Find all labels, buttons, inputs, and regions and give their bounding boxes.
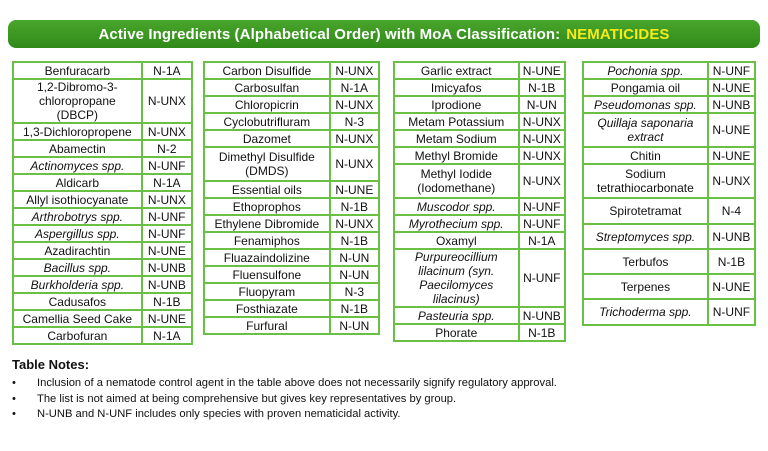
table-row [583, 224, 755, 249]
ingredient-cell: Ethylene Dibromide [204, 215, 330, 232]
ingredient-cell: Abamectin [13, 140, 142, 157]
table-row [394, 130, 565, 147]
moa-cell: N-UNB [708, 224, 755, 249]
table-row [394, 79, 565, 96]
moa-cell: N-UNF [519, 198, 565, 215]
moa-cell: N-UNE [519, 62, 565, 79]
moa-cell: N-UNF [142, 208, 192, 225]
ingredient-cell: Carbofuran [13, 327, 142, 344]
ingredient-cell: Pochonia spp. [583, 62, 708, 79]
ingredient-cell: Terpenes [583, 274, 708, 299]
bullet: • [12, 392, 16, 405]
ingredient-cell: Garlic extract [394, 62, 519, 79]
ingredients-table-3 [393, 61, 566, 342]
ingredient-cell: Essential oils [204, 181, 330, 198]
bullet: • [12, 408, 16, 420]
table-row [13, 123, 192, 140]
table-row [583, 62, 755, 79]
ingredient-cell: Carbon Disulfide [204, 62, 330, 79]
table-row [204, 249, 379, 266]
table-row [13, 242, 192, 259]
ingredients-table-4 [582, 61, 756, 326]
ingredient-cell: Benfuracarb [13, 62, 142, 79]
ingredient-cell: Allyl isothiocyanate [13, 191, 142, 208]
table-row [204, 215, 379, 232]
moa-cell: N-UNB [142, 259, 192, 276]
moa-cell: N-1B [330, 232, 379, 249]
table-row [583, 274, 755, 299]
moa-cell: N-UN [330, 249, 379, 266]
ingredient-cell: Azadirachtin [13, 242, 142, 259]
moa-cell: N-UNX [142, 191, 192, 208]
ingredient-cell: 1,3-Dichloropropene [13, 123, 142, 140]
moa-cell: N-UNX [142, 123, 192, 140]
table-row [204, 266, 379, 283]
moa-cell: N-UNB [142, 276, 192, 293]
table-row [394, 215, 565, 232]
ingredient-cell: Cyclobutrifluram [204, 113, 330, 130]
ingredient-cell: Ethoprophos [204, 198, 330, 215]
moa-cell: N-UNX [708, 164, 755, 198]
moa-cell: N-UNX [330, 215, 379, 232]
ingredient-cell: Arthrobotrys spp. [13, 208, 142, 225]
note-item [12, 407, 557, 423]
ingredient-cell: Aspergillus spp. [13, 225, 142, 242]
table-row [204, 96, 379, 113]
moa-cell: N-2 [142, 140, 192, 157]
table-row [583, 198, 755, 224]
table-row [13, 140, 192, 157]
moa-cell: N-1B [708, 249, 755, 274]
title-banner [8, 20, 760, 48]
table-row [583, 249, 755, 274]
table-row [583, 147, 755, 164]
moa-cell: N-UNE [142, 242, 192, 259]
table-row [394, 62, 565, 79]
moa-cell: N-1A [519, 232, 565, 249]
ingredient-cell: Phorate [394, 324, 519, 341]
moa-cell: N-UNX [519, 113, 565, 130]
table-row [583, 96, 755, 113]
table-row [204, 232, 379, 249]
table-row [13, 79, 192, 123]
table-row [583, 299, 755, 325]
ingredient-cell: Metam Potassium [394, 113, 519, 130]
table-row [204, 198, 379, 215]
moa-cell: N-UNF [708, 62, 755, 79]
ingredient-cell: Cadusafos [13, 293, 142, 310]
ingredient-cell: Pasteuria spp. [394, 307, 519, 324]
moa-cell: N-UNX [330, 147, 379, 181]
ingredient-cell: Quillaja saponaria extract [583, 113, 708, 147]
table-row [394, 198, 565, 215]
table-row [13, 276, 192, 293]
moa-cell: N-UNX [519, 164, 565, 198]
note-text: N-UNB and N-UNF includes only species with proven nematicidal activity. [37, 408, 401, 420]
moa-cell: N-UNF [519, 215, 565, 232]
ingredient-cell: Methyl Iodide (Iodomethane) [394, 164, 519, 198]
note-text: The list is not aimed at being comprehensive but gives key representatives by group. [37, 392, 457, 405]
table-row [13, 191, 192, 208]
ingredient-cell: Spirotetramat [583, 198, 708, 224]
table-row [204, 130, 379, 147]
ingredient-cell: Terbufos [583, 249, 708, 274]
moa-cell: N-3 [330, 283, 379, 300]
table-row [204, 79, 379, 96]
table-row [204, 283, 379, 300]
ingredient-cell: Muscodor spp. [394, 198, 519, 215]
table-row [583, 79, 755, 96]
moa-cell: N-1A [330, 79, 379, 96]
moa-cell: N-UNE [708, 79, 755, 96]
ingredient-cell: Dimethyl Disulfide (DMDS) [204, 147, 330, 181]
table-row [13, 327, 192, 344]
moa-cell: N-1B [519, 324, 565, 341]
moa-cell: N-UNE [708, 147, 755, 164]
moa-cell: N-UNX [330, 130, 379, 147]
ingredient-cell: Chitin [583, 147, 708, 164]
ingredient-cell: Oxamyl [394, 232, 519, 249]
ingredient-cell: Burkholderia spp. [13, 276, 142, 293]
ingredient-cell: Purpureocillium lilacinum (syn. Paecilomyces lilacinus) [394, 249, 519, 307]
table-row [394, 324, 565, 341]
table-row [13, 174, 192, 191]
moa-cell: N-UNX [142, 79, 192, 123]
ingredient-cell: Fosthiazate [204, 300, 330, 317]
table-row [204, 317, 379, 334]
ingredients-table-1 [12, 61, 193, 345]
moa-cell: N-UNB [519, 307, 565, 324]
note-text: Inclusion of a nematode control agent in the table above does not necessarily signify regulatory approval. [37, 377, 557, 389]
moa-cell: N-UNE [330, 181, 379, 198]
ingredient-cell: Furfural [204, 317, 330, 334]
note-item [12, 392, 557, 408]
page-title: Active Ingredients (Alphabetical Order) with MoA Classification: [98, 25, 561, 43]
moa-cell: N-1B [330, 198, 379, 215]
note-item [12, 376, 557, 392]
moa-cell: N-UNF [142, 157, 192, 174]
table-row [13, 310, 192, 327]
moa-cell: N-3 [330, 113, 379, 130]
ingredient-cell: Aldicarb [13, 174, 142, 191]
table-row [13, 62, 192, 79]
ingredient-cell: Fenamiphos [204, 232, 330, 249]
table-row [204, 113, 379, 130]
moa-cell: N-1A [142, 327, 192, 344]
table-row [13, 225, 192, 242]
ingredient-cell: Fluazaindolizine [204, 249, 330, 266]
table-row [13, 208, 192, 225]
table-row [13, 259, 192, 276]
moa-cell: N-UN [330, 317, 379, 334]
table-row [583, 164, 755, 198]
ingredient-cell: Myrothecium spp. [394, 215, 519, 232]
moa-cell: N-UNX [330, 96, 379, 113]
ingredient-cell: 1,2-Dibromo-3-chloropropane (DBCP) [13, 79, 142, 123]
moa-cell: N-UNX [519, 130, 565, 147]
moa-cell: N-1B [519, 79, 565, 96]
moa-cell: N-UNF [708, 299, 755, 325]
ingredient-cell: Bacillus spp. [13, 259, 142, 276]
ingredient-cell: Trichoderma spp. [583, 299, 708, 325]
ingredient-cell: Metam Sodium [394, 130, 519, 147]
table-row [583, 113, 755, 147]
moa-cell: N-1B [330, 300, 379, 317]
ingredient-cell: Imicyafos [394, 79, 519, 96]
ingredient-cell: Methyl Bromide [394, 147, 519, 164]
notes-title: Table Notes: [12, 357, 90, 372]
moa-cell: N-UN [330, 266, 379, 283]
moa-cell: N-1B [142, 293, 192, 310]
moa-cell: N-UNE [142, 310, 192, 327]
moa-cell: N-1A [142, 174, 192, 191]
table-row [204, 300, 379, 317]
ingredient-cell: Streptomyces spp. [583, 224, 708, 249]
table-row [394, 147, 565, 164]
table-row [394, 232, 565, 249]
table-row [394, 164, 565, 198]
ingredient-cell: Iprodione [394, 96, 519, 113]
ingredient-cell: Pongamia oil [583, 79, 708, 96]
moa-cell: N-UNX [519, 147, 565, 164]
table-row [204, 62, 379, 79]
ingredient-cell: Pseudomonas spp. [583, 96, 708, 113]
moa-cell: N-UNE [708, 274, 755, 299]
table-row [13, 157, 192, 174]
ingredient-cell: Carbosulfan [204, 79, 330, 96]
ingredient-cell: Camellia Seed Cake [13, 310, 142, 327]
moa-cell: N-UNE [708, 113, 755, 147]
bullet: • [12, 377, 16, 389]
table-row [13, 293, 192, 310]
table-row [394, 307, 565, 324]
ingredient-cell: Fluensulfone [204, 266, 330, 283]
moa-cell: N-1A [142, 62, 192, 79]
ingredient-cell: Sodium tetrathiocarbonate [583, 164, 708, 198]
ingredient-cell: Actinomyces spp. [13, 157, 142, 174]
moa-cell: N-4 [708, 198, 755, 224]
table-row [394, 96, 565, 113]
table-row [394, 249, 565, 307]
ingredient-cell: Dazomet [204, 130, 330, 147]
table-row [204, 147, 379, 181]
table-row [204, 181, 379, 198]
ingredient-cell: Fluopyram [204, 283, 330, 300]
moa-cell: N-UNF [142, 225, 192, 242]
moa-cell: N-UNF [519, 249, 565, 307]
notes-list [12, 376, 557, 423]
moa-cell: N-UNB [708, 96, 755, 113]
moa-cell: N-UNX [330, 62, 379, 79]
table-row [394, 113, 565, 130]
moa-cell: N-UN [519, 96, 565, 113]
ingredients-table-2 [203, 61, 380, 335]
ingredient-cell: Chloropicrin [204, 96, 330, 113]
title-highlight: NEMATICIDES [566, 25, 670, 43]
